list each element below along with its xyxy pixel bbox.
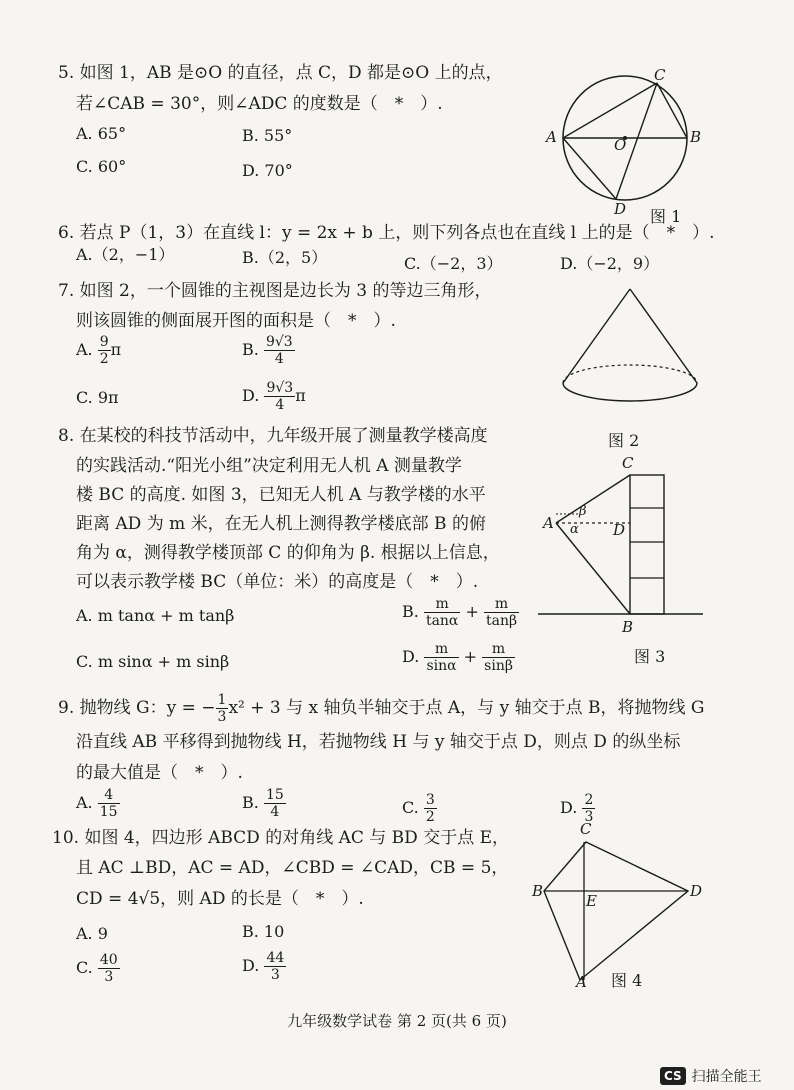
q8-option-d-fraction-1	[424, 641, 458, 674]
q7-a-denominator: 2	[99, 351, 109, 367]
figure-4-quadrilateral	[540, 838, 703, 986]
fig3-label: 图 3	[634, 647, 666, 666]
q8-d-num-1: m	[424, 641, 458, 658]
q9-option-b-fraction	[264, 787, 286, 820]
q7-option-a-fraction	[98, 334, 111, 367]
q7-option-d-suffix: π	[295, 386, 306, 405]
q7-option-d-prefix: D.	[242, 386, 260, 405]
fig1-point-a: A	[546, 128, 557, 146]
fig3-angle-alpha: α	[570, 522, 579, 537]
q10-option-b: B. 10	[242, 922, 285, 941]
q8-stem-line4: 距离 AD 为 m 米，在无人机上测得教学楼底部 B 的俯	[76, 514, 486, 534]
q5-stem-line2: 若∠CAB = 30°，则∠ADC 的度数是（ * ）.	[76, 94, 443, 114]
q8-b-den-1: tanα	[425, 613, 459, 629]
q9-option-b	[242, 787, 286, 820]
fig4-point-a: A	[576, 973, 587, 991]
q10-option-a: A. 9	[76, 924, 108, 943]
q7-d-numerator: 9√3	[266, 380, 294, 396]
q9-option-a-fraction	[98, 787, 120, 820]
fig4-point-d: D	[690, 882, 703, 900]
q7-option-d-fraction	[264, 380, 295, 413]
q10-option-d-prefix: D.	[242, 956, 260, 975]
q7-option-b-prefix: B.	[242, 340, 259, 359]
fig1-point-o: O	[614, 136, 627, 154]
q7-a-numerator: 9	[99, 334, 109, 350]
q5-option-d: D. 70°	[242, 161, 293, 180]
q10-option-c	[76, 952, 120, 985]
q5-option-a: A. 65°	[76, 124, 127, 143]
fig3-point-b: B	[622, 618, 634, 636]
q7-stem-line1: 7. 如图 2，一个圆锥的主视图是边长为 3 的等边三角形，	[58, 281, 492, 301]
q8-stem-line5: 角为 α，测得教学楼顶部 C 的仰角为 β. 根据以上信息，	[76, 543, 500, 563]
q9-option-b-prefix: B.	[242, 793, 259, 812]
q9-c-num: 3	[425, 792, 435, 808]
q7-option-a-prefix: A.	[76, 340, 93, 359]
q10-c-den: 3	[104, 969, 114, 985]
q7-option-b-fraction	[264, 334, 295, 367]
figure-3-building-diagram	[538, 460, 708, 620]
scanner-app-name: 扫描全能王	[691, 1069, 762, 1085]
fig4-point-e: E	[586, 892, 597, 910]
fig1-point-d: D	[614, 200, 627, 218]
fig3-point-a: A	[543, 514, 554, 532]
fig1-point-c: C	[654, 66, 666, 84]
q9-d-num: 2	[584, 792, 594, 808]
q9-d-den: 3	[584, 809, 594, 825]
q7-d-denominator: 4	[275, 397, 285, 413]
fig1-point-b: B	[690, 128, 702, 146]
q8-stem-line1: 8. 在某校的科技节活动中，九年级开展了测量教学楼高度	[58, 426, 488, 446]
q8-option-b-fraction-1	[424, 596, 460, 629]
q9-b-den: 4	[270, 804, 280, 820]
q8-option-d: D. $\frac{m}{\sin\alpha}$ + $\frac{m}{\sin\beta}$	[402, 641, 513, 674]
q5-option-c: C. 60°	[76, 157, 127, 176]
q9-option-d-prefix: D.	[560, 798, 578, 817]
figure-2-cone	[555, 285, 705, 435]
q8-option-b-prefix: B.	[402, 602, 419, 621]
q9-c-den: 2	[425, 809, 435, 825]
fig4-label: 图 4	[611, 971, 643, 990]
q8-option-c: C. m sinα + m sinβ	[76, 652, 230, 671]
q5-option-b: B. 55°	[242, 126, 293, 145]
fig4-point-c: C	[580, 820, 592, 838]
q9-option-a	[76, 787, 120, 820]
q10-option-c-prefix: C.	[76, 958, 93, 977]
q9-option-c-prefix: C.	[402, 798, 419, 817]
q10-option-c-fraction	[98, 952, 120, 985]
fig3-point-d: D	[613, 521, 626, 539]
q8-stem-line2: 的实践活动.“阳光小组”决定利用无人机 A 测量教学	[76, 456, 462, 476]
fig1-label: 图 1	[650, 207, 682, 226]
q9-option-c-fraction	[424, 792, 437, 825]
q8-b-num-1: m	[424, 596, 460, 613]
q8-option-d-prefix: D.	[402, 647, 420, 666]
q7-option-a-suffix: π	[110, 340, 122, 359]
q8-option-b: B. $\frac{m}{\tan\alpha}$ + $\frac{m}{\tan\beta}$	[402, 596, 518, 629]
q9-stem-line3: 的最大值是（ * ）.	[76, 763, 243, 783]
q9-stem-line1	[58, 692, 704, 725]
fig2-label: 图 2	[608, 431, 640, 450]
cs-logo-icon: CS	[660, 1067, 686, 1085]
q9-a-num: 4	[98, 787, 120, 804]
q8-b-den-2: tanβ	[485, 613, 518, 629]
q10-stem-line1: 10. 如图 4，四边形 ABCD 的对角线 AC 与 BD 交于点 E，	[52, 828, 510, 848]
q10-stem-line3: CD = 4√5，则 AD 的长是（ * ）.	[76, 889, 364, 909]
q9-numerator: 1	[217, 692, 227, 708]
q10-d-den: 3	[270, 967, 280, 983]
q9-fraction	[216, 692, 229, 725]
q8-stem-line3: 楼 BC 的高度. 如图 3，已知无人机 A 与教学楼的水平	[76, 485, 486, 505]
q6-stem: 6. 若点 P（1，3）在直线 l：y = 2x + b 上，则下列各点也在直线 l 上的是（ * ）.	[58, 223, 715, 243]
scanner-watermark	[660, 1064, 762, 1088]
q7-b-numerator: 9√3	[265, 334, 293, 350]
q9-line1-part-a: 9. 抛物线 G：y = −	[58, 698, 216, 718]
q7-b-denominator: 4	[274, 351, 284, 367]
q10-c-num: 40	[99, 952, 118, 968]
q7-stem-line2: 则该圆锥的侧面展开图的面积是（ * ）.	[76, 311, 396, 331]
q9-b-num: 15	[265, 787, 284, 803]
q9-stem-line2: 沿直线 AB 平移得到抛物线 H，若抛物线 H 与 y 轴交于点 D，则点 D 的纵坐标	[76, 732, 681, 752]
q7-option-a	[76, 334, 121, 367]
q6-option-a: A.（2，−1）	[76, 245, 175, 264]
q6-option-b: B.（2，5）	[242, 248, 328, 267]
q10-stem-line2: 且 AC ⊥BD，AC = AD，∠CBD = ∠CAD，CB = 5，	[76, 858, 509, 878]
q8-stem-line6: 可以表示教学楼 BC（单位：米）的高度是（ * ）.	[76, 572, 479, 592]
q8-b-num-2: m	[484, 596, 519, 613]
q9-option-a-prefix: A.	[76, 793, 93, 812]
q8-option-d-fraction-2	[482, 641, 515, 674]
page-footer: 九年级数学试卷 第 2 页(共 6 页)	[287, 1012, 507, 1030]
q9-line1-part-b: x² + 3 与 x 轴负半轴交于点 A，与 y 轴交于点 B，将抛物线 G	[228, 698, 705, 718]
fig4-point-b: B	[532, 882, 544, 900]
q10-option-d	[242, 950, 286, 983]
q9-option-c	[402, 792, 437, 825]
q8-option-a: A. m tanα + m tanβ	[76, 606, 235, 625]
q5-stem-line1: 5. 如图 1，AB 是⊙O 的直径，点 C，D 都是⊙O 上的点，	[58, 63, 503, 83]
q6-option-d: D.（−2，9）	[560, 254, 660, 273]
fig3-angle-beta: β	[579, 504, 587, 519]
q9-denominator: 3	[217, 709, 227, 725]
q10-d-num: 44	[266, 950, 285, 966]
q6-option-c: C.（−2，3）	[404, 254, 503, 273]
q10-option-d-fraction	[264, 950, 286, 983]
q7-option-c: C. 9π	[76, 388, 119, 407]
q8-d-den-2: sinβ	[484, 658, 513, 674]
q7-option-d	[242, 380, 306, 413]
q8-option-b-fraction-2	[484, 596, 519, 629]
fig3-point-c: C	[622, 454, 634, 472]
q7-option-b	[242, 334, 295, 367]
q8-d-den-1: sinα	[426, 658, 457, 674]
q9-a-den: 15	[99, 804, 118, 820]
q8-d-num-2: m	[482, 641, 515, 658]
